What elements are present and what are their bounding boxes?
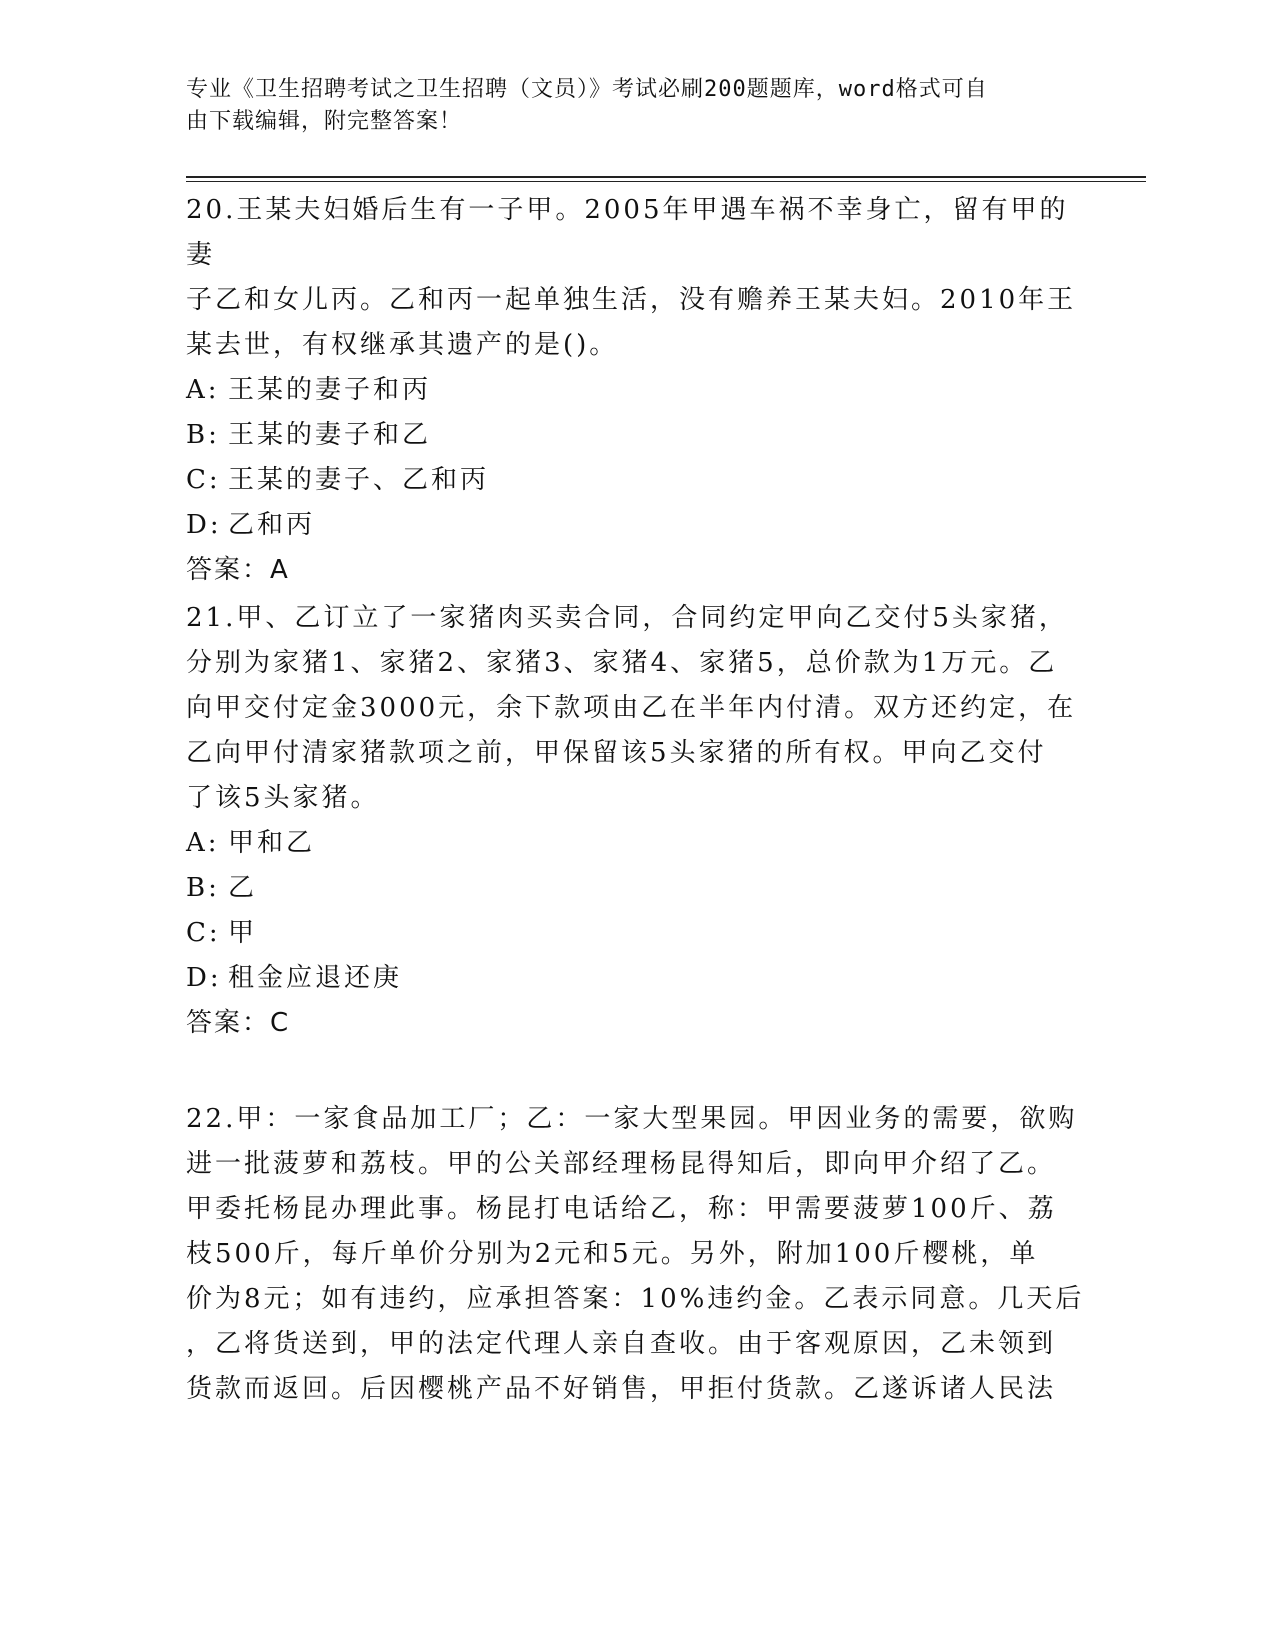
- option-a: [186, 368, 1086, 413]
- option-text: 乙和丙: [228, 510, 316, 540]
- header-divider: [186, 176, 1146, 182]
- option-b: [186, 866, 1086, 911]
- option-a: [186, 821, 1086, 866]
- option-key: B:: [186, 873, 220, 903]
- option-c: [186, 458, 1086, 503]
- header-line-1: 专业《卫生招聘考试之卫生招聘（文员）》考试必刷200题题库，word格式可自: [186, 77, 988, 102]
- option-key: A:: [186, 375, 220, 405]
- option-key: C:: [186, 918, 221, 948]
- document-header: [186, 74, 1066, 138]
- question-22: [186, 1097, 1086, 1412]
- option-key: D:: [186, 963, 222, 993]
- option-text: 王某的妻子、乙和丙: [228, 465, 490, 495]
- question-20: [186, 188, 1086, 593]
- answer-line: 答案：C: [186, 1008, 291, 1038]
- option-text: 乙: [228, 873, 258, 903]
- option-key: C:: [186, 465, 221, 495]
- question-stem: 22.甲：一家食品加工厂；乙：一家大型果园。甲因业务的需要，欲购 进一批菠萝和荔枝。甲的公关部经理杨昆得知后，即向甲介绍了乙。 甲委托杨昆办理此事。杨昆打电话给乙，称：甲需要菠萝100斤、荔 枝500斤，每斤单价分别为2元和5元。另外，附加100斤樱桃，单 价为8元；如有违约，应承担答案：10%违约金。乙表示同意。几天后 ，乙将货送到，甲的法定代理人亲自查收。由于客观原因，乙未领到 货款而返回。后因樱桃产品不好销售，甲拒付货款。乙遂诉诸人民法: [186, 1104, 1085, 1404]
- option-d: [186, 956, 1086, 1001]
- option-b: [186, 413, 1086, 458]
- question-21: [186, 596, 1086, 1046]
- option-key: B:: [186, 420, 220, 450]
- option-key: D:: [186, 510, 222, 540]
- header-line-2: 由下载编辑，附完整答案！: [186, 109, 463, 134]
- option-c: [186, 911, 1086, 956]
- option-text: 租金应退还庚: [228, 963, 403, 993]
- question-stem: 21.甲、乙订立了一家猪肉买卖合同，合同约定甲向乙交付5头家猪， 分别为家猪1、家猪2、家猪3、家猪4、家猪5，总价款为1万元。乙 向甲交付定金3000元，余下款项由乙在半年内付清。双方还约定，在 乙向甲付清家猪款项之前，甲保留该5头家猪的所有权。甲向乙交付 了该5头家猪。: [186, 603, 1077, 813]
- option-text: 王某的妻子和乙: [228, 420, 432, 450]
- option-d: [186, 503, 1086, 548]
- question-stem: 20.王某夫妇婚后生有一子甲。2005年甲遇车祸不幸身亡，留有甲的妻 子乙和女儿丙。乙和丙一起单独生活，没有赡养王某夫妇。2010年王 某去世，有权继承其遗产的是()。: [186, 195, 1077, 360]
- option-key: A:: [186, 828, 220, 858]
- answer-line: 答案：A: [186, 555, 290, 585]
- option-text: 甲: [228, 918, 258, 948]
- option-text: 王某的妻子和丙: [228, 375, 432, 405]
- option-text: 甲和乙: [228, 828, 316, 858]
